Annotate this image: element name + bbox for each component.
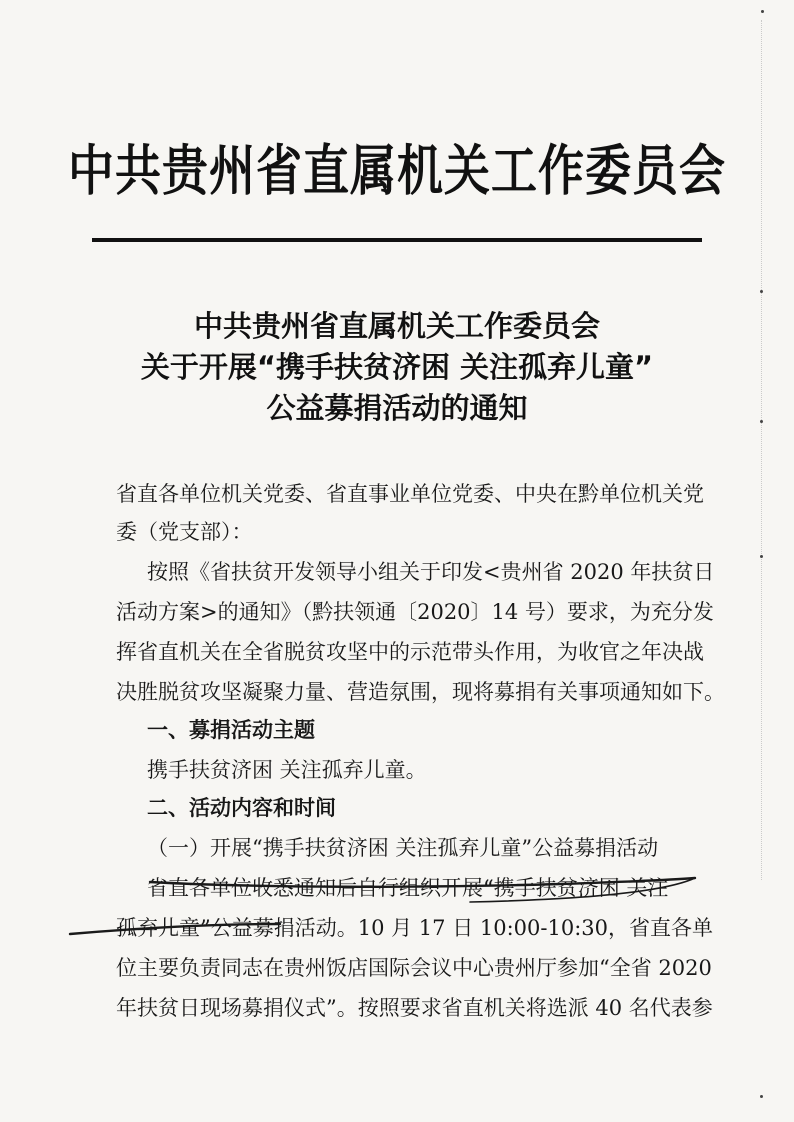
notice-title-line-3: 公益募捐活动的通知: [266, 391, 528, 425]
letterhead-org-name: 中共贵州省直属机关工作委员会: [68, 138, 726, 203]
sub-section-1-heading: （一）开展“携手扶贫济困 关注孤弃儿童”公益募捐活动: [147, 836, 659, 860]
scan-speck: [760, 1095, 763, 1098]
scan-speck: [761, 10, 764, 13]
notice-title-line-1: 中共贵州省直属机关工作委员会: [193, 309, 600, 343]
letterhead-rule: [92, 238, 702, 242]
scan-speck: [760, 290, 763, 293]
intro-line-4: 决胜脱贫攻坚凝聚力量、营造氛围，现将募捐有关事项通知如下。: [116, 680, 725, 704]
recipients-line-2: 委（党支部）：: [116, 520, 253, 544]
section-2-heading: 二、活动内容和时间: [147, 796, 336, 820]
section-1-text: 携手扶贫济困 关注孤弃儿童。: [147, 758, 427, 782]
intro-line-1: 按照《省扶贫开发领导小组关于印发<贵州省 2020 年扶贫日: [147, 560, 715, 584]
notice-title-line-2: 关于开展“携手扶贫济困 关注孤弃儿童”: [140, 350, 654, 384]
sub-section-1-line-2: 孤弃儿童”公益募捐活动。10 月 17 日 10:00-10:30，省直各单: [116, 916, 714, 940]
sub-section-1-line-4: 年扶贫日现场募捐仪式”。按照要求省直机关将选派 40 名代表参: [116, 996, 713, 1020]
scan-speck: [760, 555, 763, 558]
sub-section-1-line-3: 位主要负责同志在贵州饭店国际会议中心贵州厅参加“全省 2020: [116, 956, 712, 980]
sub-section-1-line-1: 省直各单位收悉通知后自行组织开展“携手扶贫济困 关注: [147, 876, 669, 900]
intro-line-3: 挥省直机关在全省脱贫攻坚中的示范带头作用，为收官之年决战: [116, 640, 704, 664]
section-1-heading: 一、募捐活动主题: [147, 718, 315, 742]
recipients-line-1: 省直各单位机关党委、省直事业单位党委、中央在黔单位机关党: [116, 482, 704, 506]
intro-line-2: 活动方案>的通知》（黔扶领通〔2020〕14 号）要求，为充分发: [116, 600, 714, 624]
